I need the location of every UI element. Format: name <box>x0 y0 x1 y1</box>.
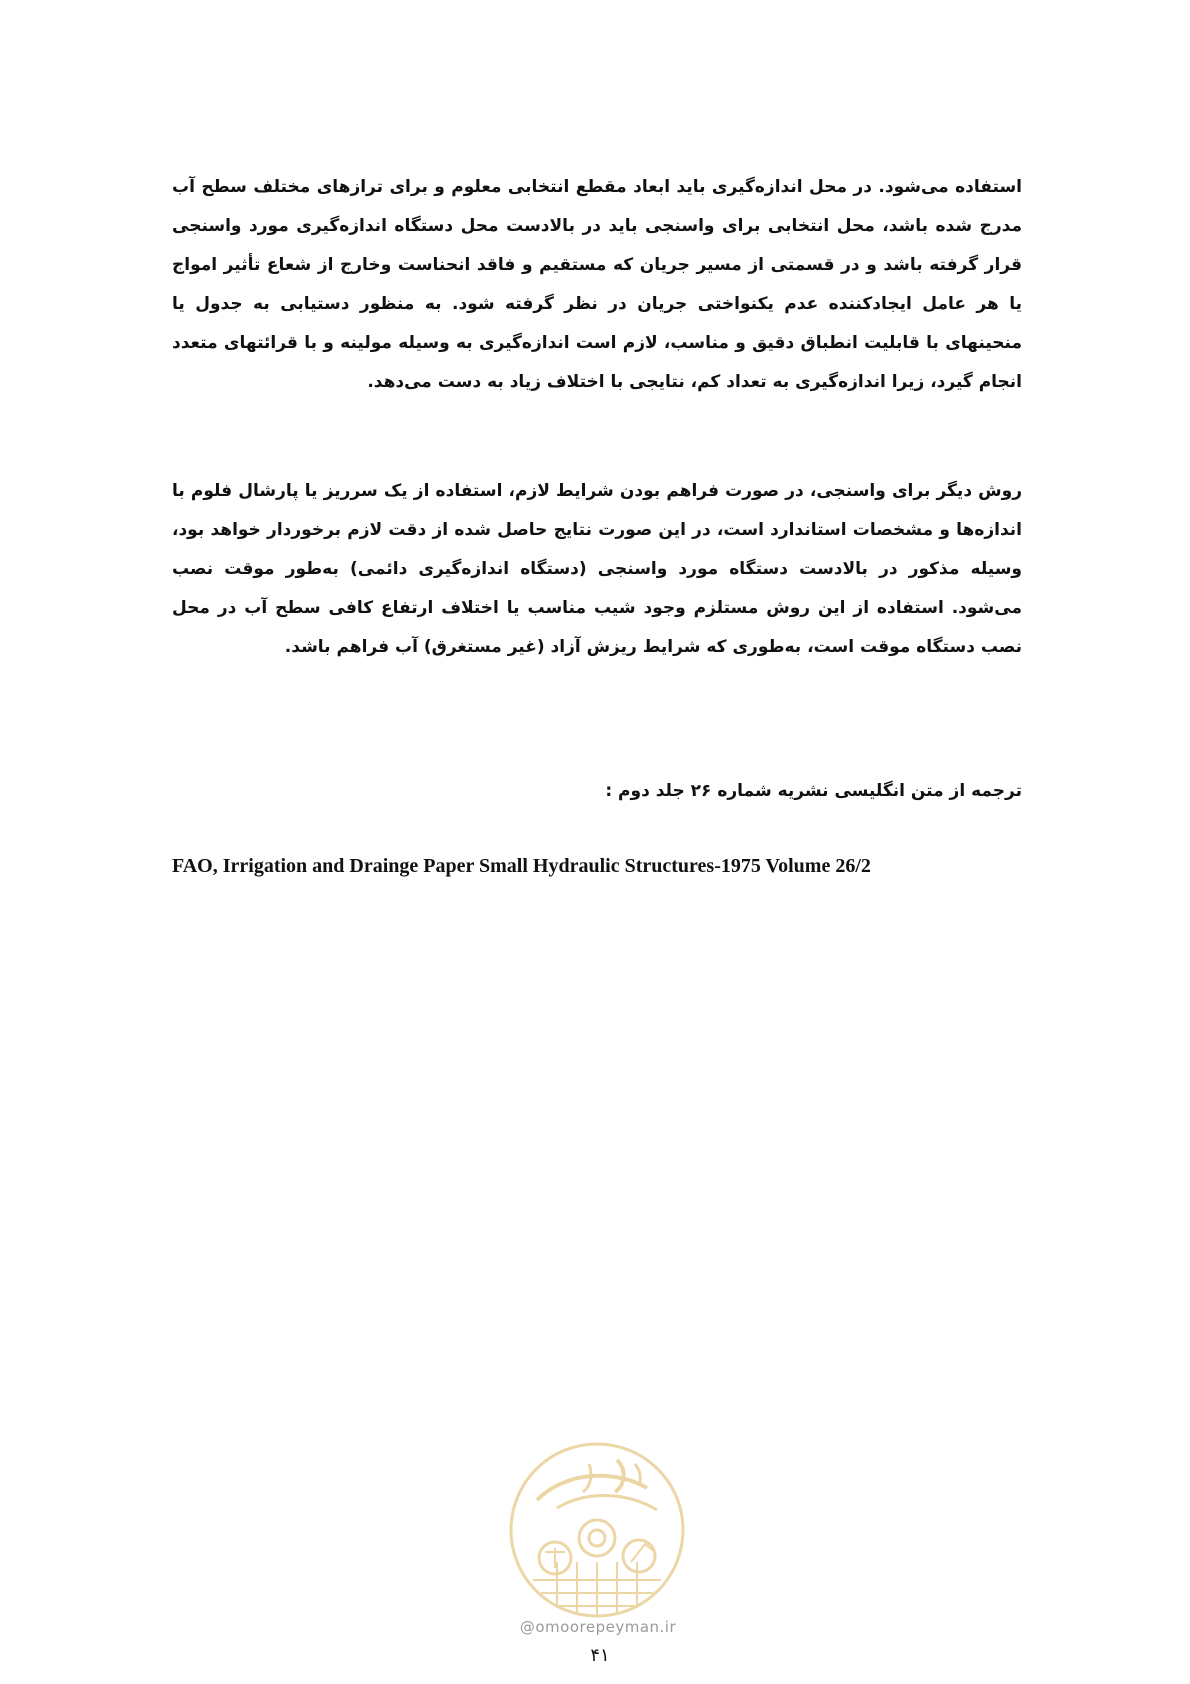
english-reference: FAO, Irrigation and Drainge Paper Small Hydraulic Structures-1975 Volume 26/2 <box>172 855 871 877</box>
page-number: ۴۱ <box>590 1645 610 1666</box>
body-paragraph-2: روش دیگر برای واسنجی، در صورت فراهم بودن شرایط لازم، استفاده از یک سرریز یا پارشال فلوم با اندازه‌ها و مشخصات استاندارد است، در این صورت نتایج حاصل شده از دقت لازم برخوردار خواهد بود، وسیله مذکور در بالادست دستگاه مورد واسنجی (دستگاه اندازه‌گیری دائمی) به‌طور موقت نصب می‌شود. استفاده از این روش مستلزم وجود شیب مناسب یا اختلاف ارتفاع کافی سطح آب در محل نصب دستگاه موقت است، به‌طوری که شرایط ریزش آزاد (غیر مستغرق) آب فراهم باشد. <box>172 481 1022 657</box>
watermark-seal-icon <box>497 1430 697 1620</box>
body-paragraph-1: استفاده می‌شود. در محل اندازه‌گیری باید ابعاد مقطع انتخابی معلوم و برای ترازهای مختلف سطح آب مدرج شده باشد، محل انتخابی برای واسنجی باید در بالادست محل دستگاه اندازه‌گیری مورد واسنجی قرار گرفته باشد و در قسمتی از مسیر جریان که مستقیم و فاقد انحناست وخارج از شعاع تأثیر امواج یا هر عامل ایجادکننده عدم یکنواختی جریان در نظر گرفته شود. به منظور دستیابی به جدول یا منحینهای با قابلیت انطباق دقیق و مناسب، لازم است اندازه‌گیری به وسیله مولینه و با قرائتهای متعدد انجام گیرد، زیرا اندازه‌گیری به تعداد کم، نتایجی با اختلاف زیاد به دست می‌دهد. <box>172 177 1022 392</box>
translation-source-note: ترجمه از متن انگلیسی نشریه شماره ۲۶ جلد دوم : <box>605 781 1022 801</box>
watermark-url: @omoorepeyman.ir <box>519 1618 677 1636</box>
